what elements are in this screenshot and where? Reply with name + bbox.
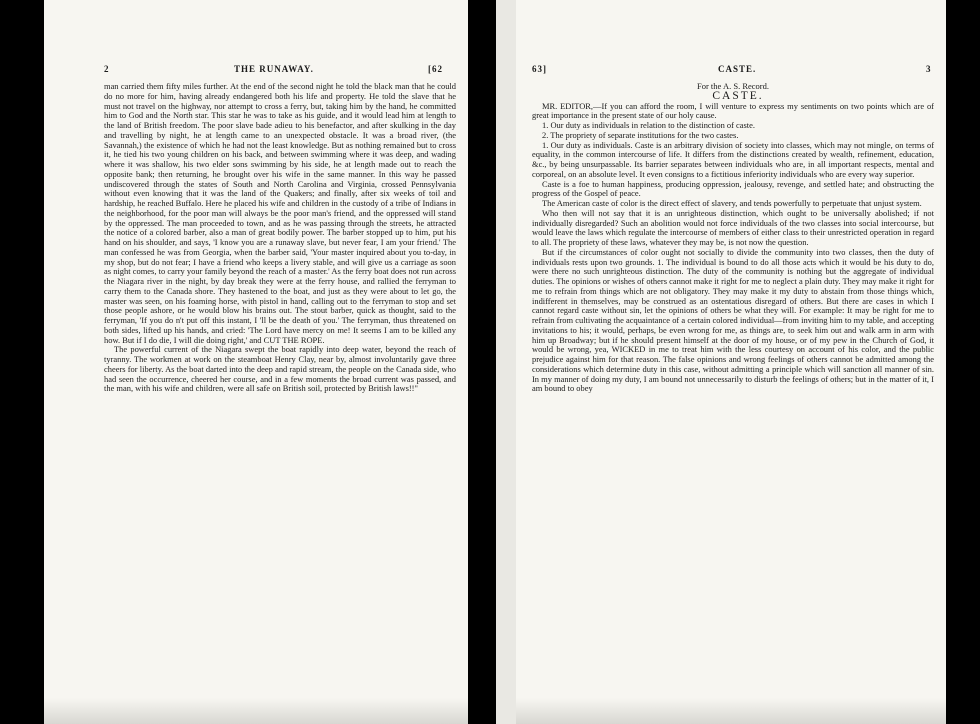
paragraph: Caste is a foe to human happiness, producing oppression, jealousy, revenge, and settled hate; and obstructing the progress of the Gospel of peace. bbox=[532, 178, 934, 199]
paragraph: But if the circumstances of color ought not socially to divide the community into two classes, then the duty of individuals rests upon two grounds. 1. The individual is bound to do all those acts which it would be his duty to do, were there no such unrighteous distinction. The duty of the community is nothing but the aggregate of individual duties. The opinions or wishes of others cannot make it right for me to neglect a plain duty. They may make it right for me to refrain from things which are not obligatory. They may make it my duty to abstain from those things which, indifferent in themselves, may be construed as an ostentatious disregard of others. But there are cases in which I cannot regard caste without sin, let the opinions of others be what they will. For example: It may be right for me to refrain from cultivating the acquaintance of a certain colored individual—from inviting him to my table, and accepting invitations to his; it would, perhaps, be even wrong for me, as things are, to seek him out and walk arm in arm with him up Broadway; but if he should present himself at the door of my house, or of my pew in the Church of God, it would be wrong, yea, WICKED in me to treat him with the less courtesy on account of his color, and the public prejudice against him for that reason. The false opinions and wrong feelings of others cannot be admitted among the considerations which determine duty in this case, without admitting a principle which will sanction all manner of sin. In my manner of doing my duty, I am bound not unnecessarily to disturb the feelings of others; but in the matter of it, I am bound to obey bbox=[532, 246, 934, 394]
left-running-title: THE RUNAWAY. bbox=[234, 64, 314, 74]
page-edge-shadow bbox=[516, 698, 946, 724]
paragraph: The American caste of color is the direct effect of slavery, and tends powerfully to perpetuate that unjust system. bbox=[542, 198, 922, 208]
page-edge-shadow bbox=[44, 698, 468, 724]
paragraph: man carried them fifty miles further. At the end of the second night he told the black man that he could do no more for him, having already endangered both his life and property. He told the slave that he must not travel on the highway, nor attempt to cross a ferry, but, taking him by the hand, he committed him to God and the North star. This star he was to take as his guide, and it would lead him at length to the land of British freedom. The poor slave bade adieu to his benefactor, and after skulking in the day and travelling by night, he at length came to an unexpected obstacle. It was a broad river, (the Savannah,) the existence of which he had not the least knowledge. But as nothing remained but to cross it, he tied his two young children on his back, and between swimming where it was deep, and wading where it was shallow, his two elder sons swimming by his side, he at length made out to reach the opposite bank; then returning, he brought over his wife in the same manner. In this way he passed undiscovered through the states of South and North Carolina and Virginia, crossed Pennsylvania without even knowing that it was the land of the Quakers; and finally, after six weeks of toil and hardship, he reached Buffalo. Here he placed his wife and children in the custody of a tribe of Indians in the neighborhood, for the poor man will always be the poor man's friend, and the oppressed will stand by the oppressed. The man proceeded to town, and as he was passing through the streets, he attracted the notice of a colored barber, also a man of great bodily power. The barber stopped up to him, put his hand on his shoulder, and says, 'I know you are a runaway slave, but never fear, I am your friend.' The man confessed he was from Georgia, when the barber said, 'Your master inquired about you to-day, in my shop, but do not fear; I have a friend who keeps a livery stable, and will give us a carriage as soon as night comes, to carry your family beyond the reach of a master.' As the ferry boat does not run across the Niagara river in the night, by day break they were at the ferry house, and rallied the ferryman to carry them to the Canada shore. They hastened to the boat, and just as they were about to let go, the master was seen, on his foaming horse, with pistol in hand, calling out to the ferryman to stop and set those people ashore, or he would blow his brains out. The stout barber, quick as thought, said to the ferryman, 'If you do n't put off this instant, I 'll be the death of you.' The ferryman, thus threatened on both sides, lifted up his hands, and cried: 'The Lord have mercy on me! It seems I am to be killed any how. But if I do die, I will die doing right,' and CUT THE ROPE. bbox=[104, 81, 456, 345]
left-page-number: [62 bbox=[428, 64, 443, 74]
right-page bbox=[516, 0, 946, 724]
right-page-number: 63] bbox=[532, 64, 547, 74]
left-body-text bbox=[104, 82, 456, 394]
paragraph: The powerful current of the Niagara swept the boat rapidly into deep water, beyond the reach of tyranny. The workmen at work on the steamboat Henry Clay, near by, almost involuntarily gave three cheers for liberty. As the boat darted into the deep and rapid stream, the people on the Canada side, who had seen the occurrence, cheered her course, and in a few moments the broad current was passed, and the man, with his wife and children, were all safe on British soil, protected by British laws!!" bbox=[104, 344, 456, 394]
gutter-edge bbox=[496, 0, 516, 724]
paragraph: Who then will not say that it is an unrighteous distinction, which ought to be universally abolished; if not individually disregarded? Such an abolition would not force individuals of the two classes into social intercourse, but would leave the laws which regulate the intercourse of members of either class to their unrestricted operation in regard to all. The propriety of these laws, whatever they may be, is not now the question. bbox=[532, 207, 934, 247]
right-signature-mark: 3 bbox=[926, 64, 932, 74]
paragraph: 1. Our duty as individuals in relation to the distinction of caste. bbox=[542, 120, 756, 130]
article-title: CASTE. bbox=[712, 89, 764, 102]
paragraph: MR. EDITOR,—If you can afford the room, I will venture to express my sentiments on two points which are of great importance in the present state of our holy cause. bbox=[532, 100, 934, 121]
paragraph: 1. Our duty as individuals. Caste is an arbitrary division of society into classes, which may not mingle, on terms of equality, in the common intercourse of life. It differs from the distinctions created by wealth, refinement, education, &c., by being unsurpassable. Its barrier separates between individuals who are, in all important respects, mental and corporeal, on an absolute level. It even consigns to a fictitious inferiority individuals who are every way superior. bbox=[532, 139, 934, 179]
right-body-text bbox=[532, 82, 934, 394]
paragraph: 2. The propriety of separate institutions for the two castes. bbox=[542, 129, 739, 140]
left-page bbox=[44, 0, 468, 724]
right-running-title: CASTE. bbox=[718, 64, 757, 74]
left-signature-mark: 2 bbox=[104, 64, 110, 74]
article-byline: For the A. S. Record. bbox=[696, 81, 769, 91]
